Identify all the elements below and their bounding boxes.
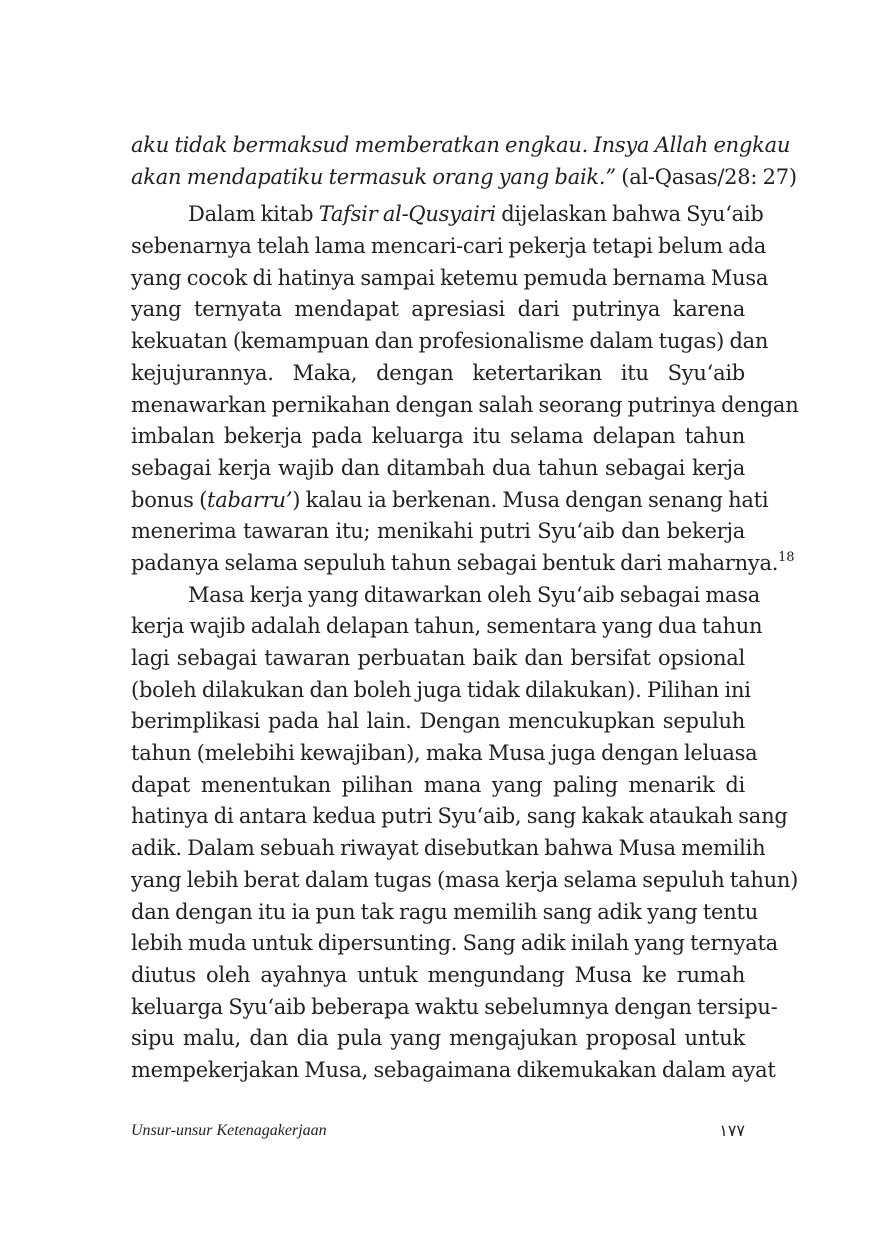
paragraph-line: Masa kerja yang ditawarkan oleh Syu‘aib sebagai masa xyxy=(188,582,761,607)
paragraph-line: kekuatan (kemampuan dan profesionalisme dalam tugas) dan xyxy=(131,329,769,354)
paragraph-line: yang cocok di hatinya sampai ketemu pemuda bernama Musa xyxy=(131,265,769,290)
paragraph-tafsir xyxy=(131,199,799,579)
paragraph-line: sipu malu, dan dia pula yang mengajukan proposal untuk xyxy=(131,1026,745,1051)
text-segment: bonus ( xyxy=(131,487,208,512)
paragraph-work-period xyxy=(131,580,799,1087)
paragraph-line: lebih muda untuk dipersunting. Sang adik inilah yang ternyata xyxy=(131,931,778,956)
paragraph-line: keluarga Syu‘aib beberapa waktu sebelumnya dengan tersipu- xyxy=(131,994,778,1019)
paragraph-line: tahun (melebihi kewajiban), maka Musa juga dengan leluasa xyxy=(131,741,758,766)
page-number: ١٧٧ xyxy=(719,1121,745,1140)
quranic-verse-quote xyxy=(131,130,797,193)
paragraph-line: sebenarnya telah lama mencari-cari pekerja tetapi belum ada xyxy=(131,234,766,259)
paragraph-line: kejujurannya. Maka, dengan ketertarikan itu Syu‘aib xyxy=(131,360,745,385)
paragraph-line xyxy=(131,548,795,580)
paragraph-line: yang ternyata mendapat apresiasi dari putrinya karena xyxy=(131,297,745,322)
paragraph-line: mempekerjakan Musa, sebagaimana dikemukakan dalam ayat xyxy=(131,1057,776,1082)
paragraph-line: imbalan bekerja pada keluarga itu selama delapan tahun xyxy=(131,424,745,449)
paragraph-line: berimplikasi pada hal lain. Dengan mencukupkan sepuluh xyxy=(131,709,745,734)
paragraph-line: sebagai kerja wajib dan ditambah dua tahun sebagai kerja xyxy=(131,455,745,480)
text-segment: Dalam kitab xyxy=(188,202,319,227)
paragraph-line: menerima tawaran itu; menikahi putri Syu‘aib dan bekerja xyxy=(131,519,745,544)
paragraph-line: (boleh dilakukan dan boleh juga tidak dilakukan). Pilihan ini xyxy=(131,677,751,702)
paragraph-line: kerja wajib adalah delapan tahun, sementara yang dua tahun xyxy=(131,614,763,639)
page-footer xyxy=(131,1118,745,1144)
paragraph-line: hatinya di antara kedua putri Syu‘aib, sang kakak ataukah sang xyxy=(131,804,788,829)
quote-line: aku tidak bermaksud memberatkan engkau. Insya Allah engkau xyxy=(131,133,791,157)
text-segment: dijelaskan bahwa Syu‘aib xyxy=(495,202,764,227)
paragraph-line: menawarkan pernikahan dengan salah seorang putrinya dengan xyxy=(131,392,799,417)
running-title: Unsur-unsur Ketenagakerjaan xyxy=(131,1122,327,1139)
text-segment: ) kalau ia berkenan. Musa dengan senang hati xyxy=(292,487,769,512)
page-body xyxy=(131,130,799,1087)
verse-citation: (al-Qasas/28: 27) xyxy=(615,164,797,189)
paragraph-line: dan dengan itu ia pun tak ragu memilih sang adik yang tentu xyxy=(131,899,758,924)
text-segment: padanya selama sepuluh tahun sebagai bentuk dari maharnya. xyxy=(131,550,779,575)
paragraph-line: lagi sebagai tawaran perbuatan baik dan bersifat opsional xyxy=(131,646,745,670)
quote-line xyxy=(131,162,797,194)
book-title: Tafsir al-Qusyairi xyxy=(318,202,496,227)
footnote-reference[interactable]: 18 xyxy=(778,549,795,565)
paragraph-line: adik. Dalam sebuah riwayat disebutkan bahwa Musa memilih xyxy=(131,836,766,861)
quote-text: akan mendapatiku termasuk orang yang baik.” xyxy=(131,164,616,189)
paragraph-line xyxy=(131,199,764,231)
paragraph-line: diutus oleh ayahnya untuk mengundang Musa ke rumah xyxy=(131,962,745,987)
paragraph-line: yang lebih berat dalam tugas (masa kerja selama sepuluh tahun) xyxy=(131,867,799,892)
arabic-term: tabarru’ xyxy=(207,487,293,512)
paragraph-line: dapat menentukan pilihan mana yang paling menarik di xyxy=(131,772,745,797)
paragraph-line xyxy=(131,485,769,517)
